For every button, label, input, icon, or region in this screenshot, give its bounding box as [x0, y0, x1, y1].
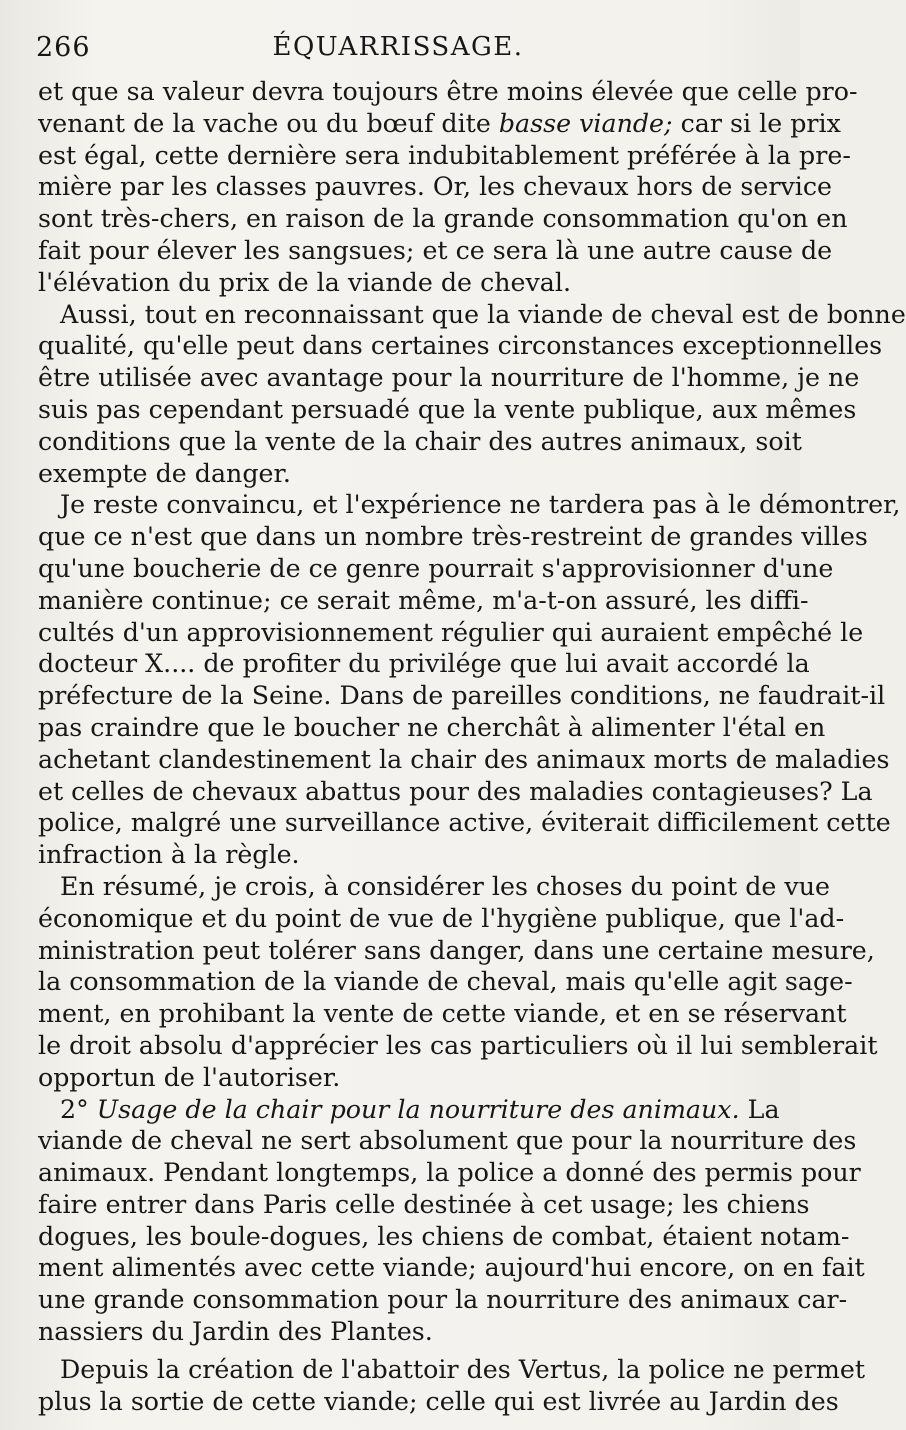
text-line: dogues, les boule-dogues, les chiens de combat, étaient notam- — [38, 1221, 850, 1251]
text-line: sont très-chers, en raison de la grande consommation qu'on en — [38, 204, 848, 234]
section-heading-line — [38, 1094, 780, 1126]
text-line: une grande consommation pour la nourriture des animaux car- — [38, 1285, 848, 1315]
paragraph-5 — [38, 1094, 865, 1348]
text-line: faire entrer dans Paris celle destinée à cet usage; les chiens — [38, 1189, 810, 1219]
text-line: cultés d'un approvisionnement régulier qui auraient empêché le — [38, 617, 864, 647]
body-text — [38, 76, 906, 1417]
text-line: économique et du point de vue de l'hygiène publique, que l'ad- — [38, 903, 845, 933]
text-line: exempte de danger. — [38, 458, 291, 488]
paragraph-4 — [38, 871, 878, 1094]
text-line: opportun de l'autoriser. — [38, 1062, 341, 1092]
italic-phrase: basse viande; — [498, 108, 673, 138]
section-heading: Usage de la chair pour la nourriture des animaux. — [96, 1094, 740, 1124]
paragraph-6 — [38, 1354, 865, 1418]
text-line: suis pas cependant persuadé que la vente publique, aux mêmes — [38, 394, 857, 424]
text-line: la consommation de la viande de cheval, mais qu'elle agit sage- — [38, 967, 853, 997]
text-line: infraction à la règle. — [38, 840, 300, 870]
text-line: En résumé, je crois, à considérer les choses du point de vue — [60, 871, 830, 901]
text-line: Depuis la création de l'abattoir des Vertus, la police ne permet — [60, 1354, 865, 1384]
text-line — [38, 108, 841, 140]
text-line: l'élévation du prix de la viande de cheval. — [38, 267, 572, 297]
text-segment: venant de la vache ou du bœuf dite — [38, 108, 499, 138]
text-line: nassiers du Jardin des Plantes. — [38, 1317, 433, 1347]
running-head: ÉQUARRISSAGE. — [272, 32, 524, 62]
page-header — [36, 28, 760, 68]
text-line: que ce n'est que dans un nombre très-restreint de grandes villes — [38, 522, 868, 552]
text-line: plus la sortie de cette viande; celle qui est livrée au Jardin des — [38, 1386, 839, 1416]
paragraph-3 — [38, 489, 901, 871]
text-line: Aussi, tout en reconnaissant que la viande de cheval est de bonne — [60, 299, 906, 329]
text-line: préfecture de la Seine. Dans de pareilles conditions, ne faudrait-il — [38, 681, 886, 711]
text-line: et que sa valeur devra toujours être moins élevée que celle pro- — [38, 77, 858, 106]
text-segment: La — [739, 1094, 780, 1124]
text-line: fait pour élever les sangsues; et ce sera là une autre cause de — [38, 235, 833, 265]
text-line: ment alimentés avec cette viande; aujourd'hui encore, on en fait — [38, 1253, 865, 1283]
text-line: ministration peut tolérer sans danger, dans une certaine mesure, — [38, 935, 875, 965]
paragraph-2 — [38, 299, 906, 490]
section-number: 2° — [60, 1094, 97, 1124]
text-line: qu'une boucherie de ce genre pourrait s'approvisionner d'une — [38, 553, 834, 583]
text-line: police, malgré une surveillance active, éviterait difficilement cette — [38, 808, 891, 838]
text-line: achetant clandestinement la chair des animaux morts de maladies — [38, 744, 890, 774]
text-line: être utilisée avec avantage pour la nourriture de l'homme, je ne — [38, 363, 860, 393]
text-line: viande de cheval ne sert absolument que pour la nourriture des — [38, 1126, 857, 1156]
text-line: Je reste convaincu, et l'expérience ne tardera pas à le démontrer, — [60, 490, 901, 520]
text-line: ment, en prohibant la vente de cette viande, et en se réservant — [38, 999, 847, 1029]
text-line: mière par les classes pauvres. Or, les chevaux hors de service — [38, 172, 832, 202]
text-line: est égal, cette dernière sera indubitablement préférée à la pre- — [38, 140, 851, 170]
text-line: le droit absolu d'apprécier les cas particuliers où il lui semblerait — [38, 1030, 878, 1060]
text-line: manière continue; ce serait même, m'a-t-on assuré, les diffi- — [38, 585, 809, 615]
text-segment: car si le prix — [672, 108, 841, 138]
text-line: qualité, qu'elle peut dans certaines circonstances exceptionnelles — [38, 331, 883, 361]
text-line: et celles de chevaux abattus pour des maladies contagieuses? La — [38, 776, 873, 806]
text-line: pas craindre que le boucher ne cherchât à alimenter l'étal en — [38, 712, 826, 742]
text-line: animaux. Pendant longtemps, la police a donné des permis pour — [38, 1158, 861, 1188]
page-number: 266 — [36, 32, 91, 63]
text-line: docteur X.... de profiter du privilége que lui avait accordé la — [38, 649, 810, 679]
paragraph-1 — [38, 76, 858, 299]
text-line: conditions que la vente de la chair des autres animaux, soit — [38, 426, 802, 456]
